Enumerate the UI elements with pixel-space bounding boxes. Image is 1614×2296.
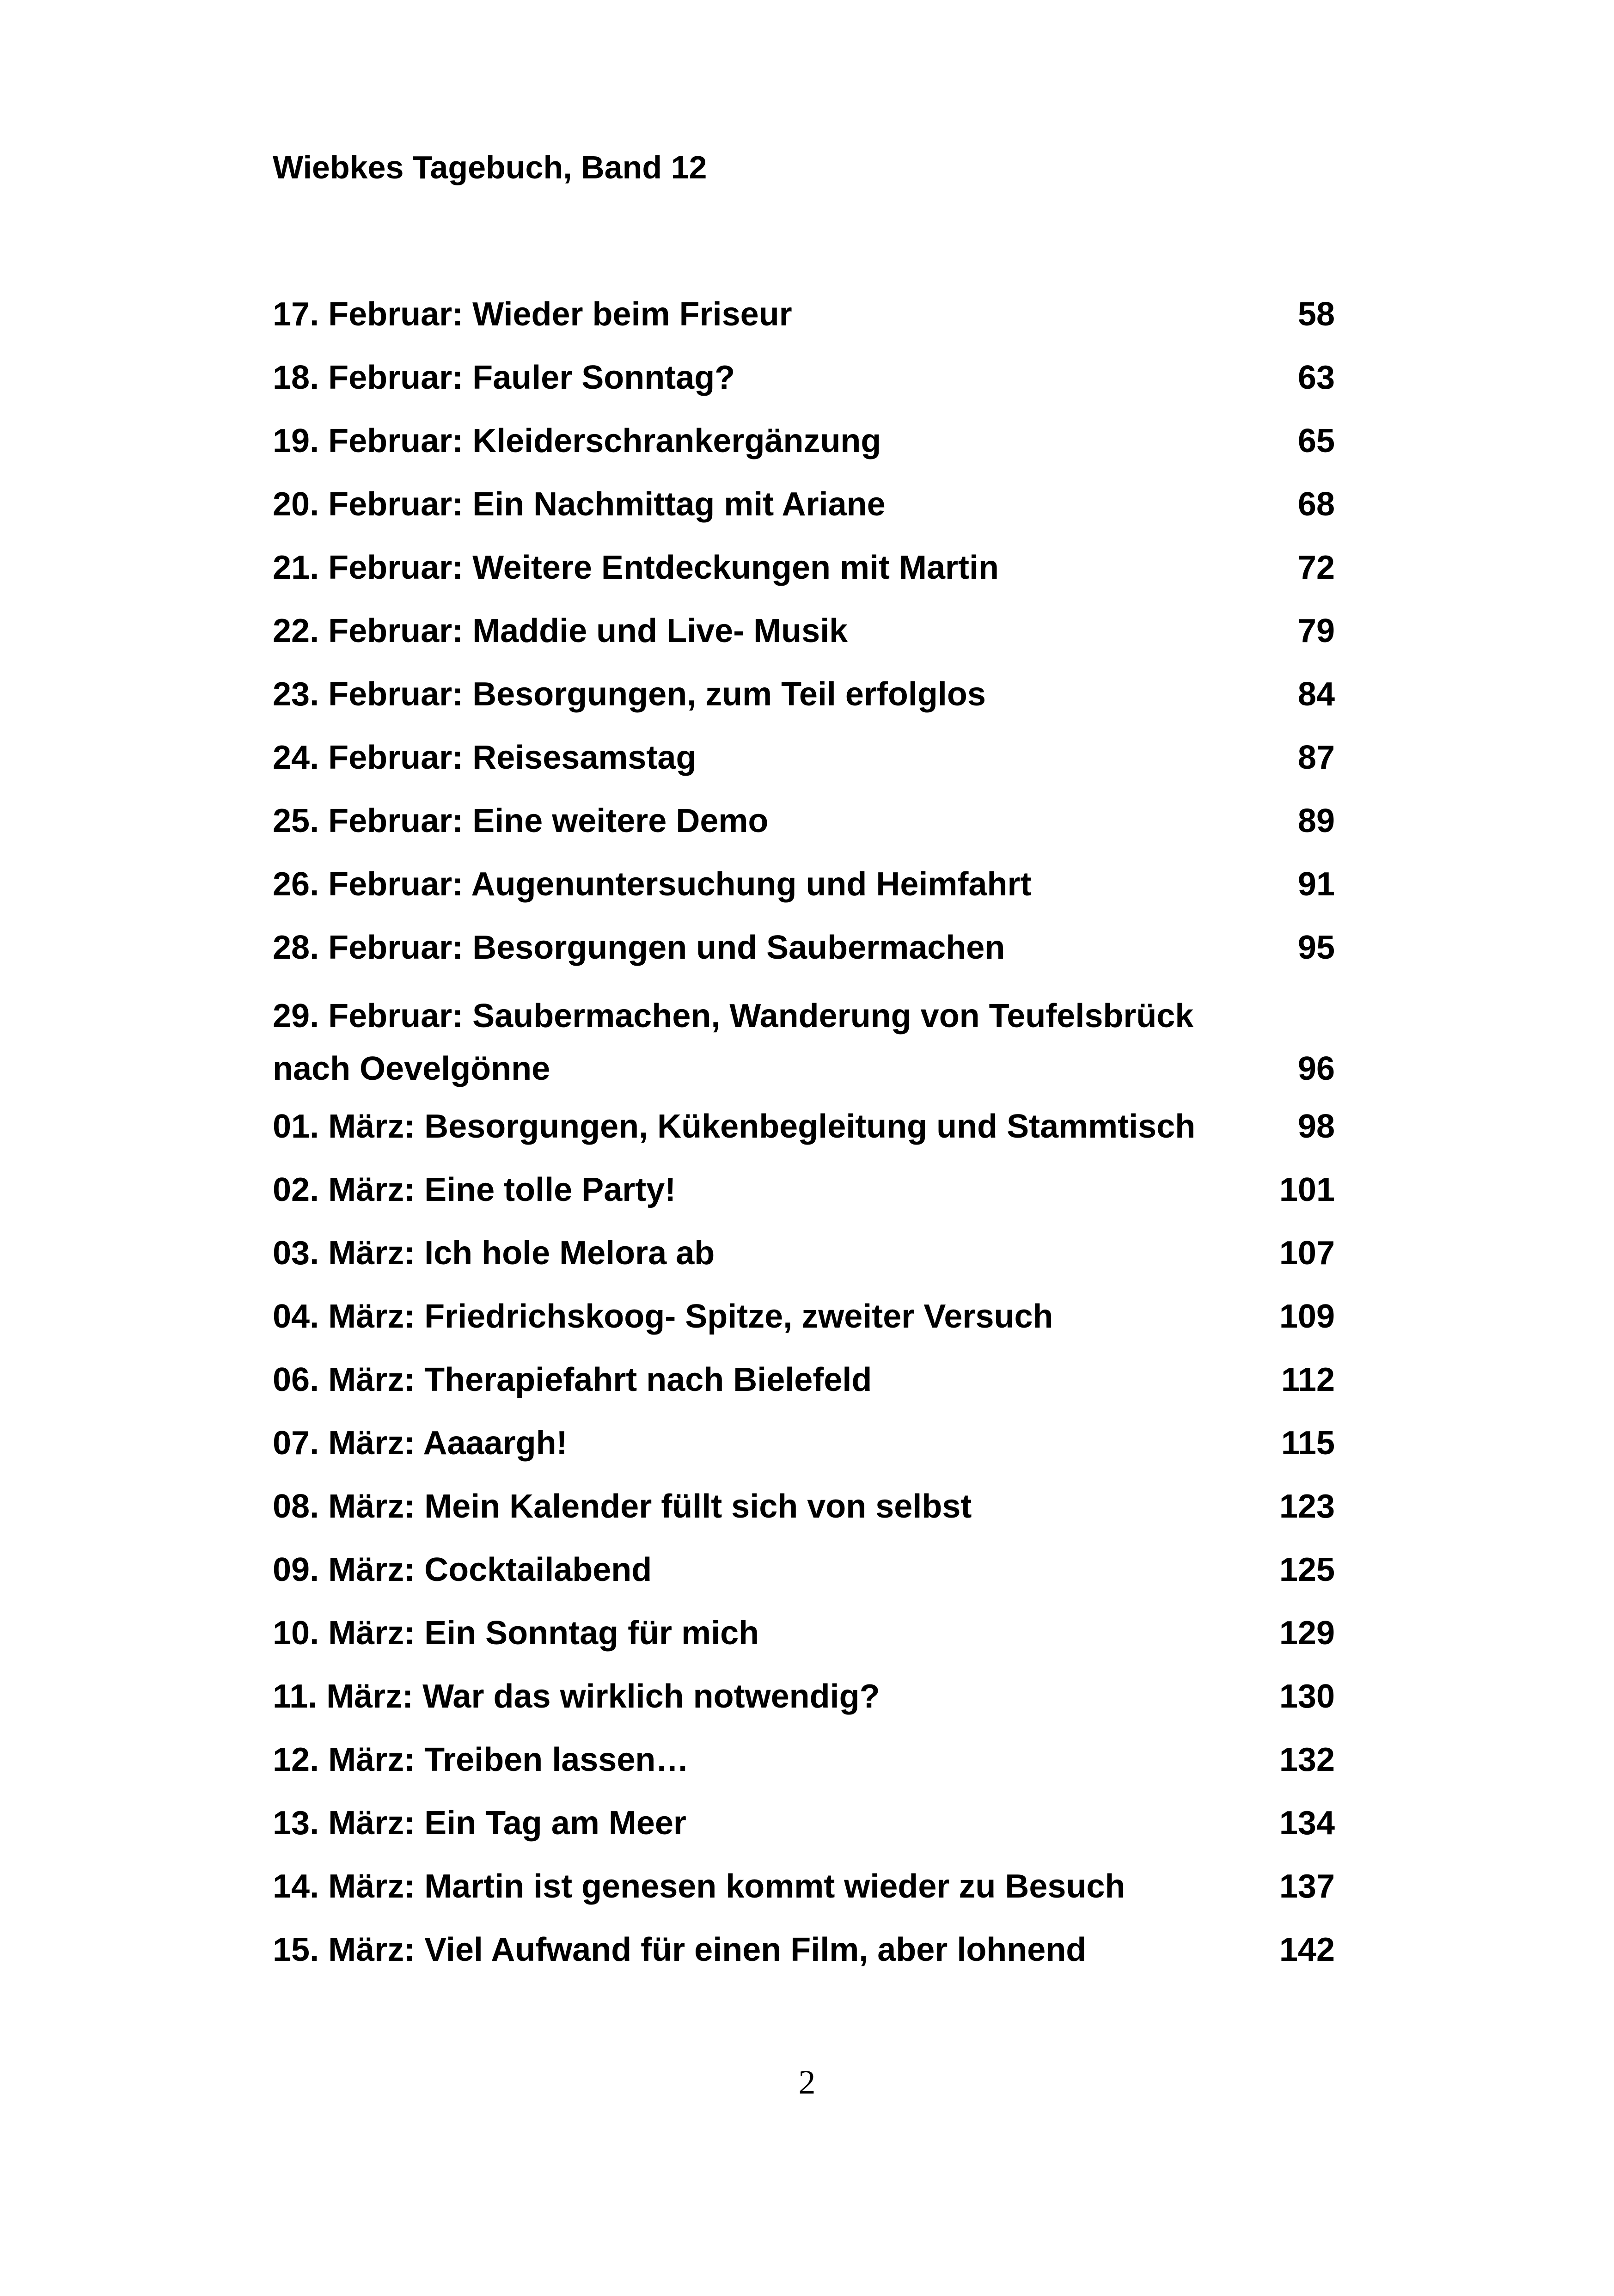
- toc-entry: [273, 1538, 1335, 1602]
- toc-entry-page: 101: [1279, 1171, 1335, 1208]
- toc-entry-title: 26. Februar: Augenuntersuchung und Heimfahrt: [273, 866, 1032, 903]
- toc-entry: [273, 536, 1335, 600]
- toc-entry-page: 123: [1279, 1488, 1335, 1525]
- toc-entry-page: 96: [1297, 1050, 1335, 1087]
- toc-entry: [273, 410, 1335, 473]
- toc-entry-title: 23. Februar: Besorgungen, zum Teil erfolglos: [273, 676, 986, 713]
- toc-entry: [273, 980, 1335, 1095]
- toc-entry: [273, 663, 1335, 726]
- toc-entry: [273, 726, 1335, 790]
- page-title: Wiebkes Tagebuch, Band 12: [273, 149, 707, 185]
- toc-entry-title: 18. Februar: Fauler Sonntag?: [273, 359, 735, 396]
- toc-entry: [273, 1158, 1335, 1222]
- toc-entry-title: 28. Februar: Besorgungen und Saubermachen: [273, 929, 1005, 966]
- toc-entry-title: 10. März: Ein Sonntag für mich: [273, 1615, 759, 1652]
- toc-entry-page: 79: [1297, 612, 1335, 649]
- toc-entry-page: 65: [1297, 422, 1335, 459]
- toc-entry-title: 24. Februar: Reisesamstag: [273, 739, 697, 776]
- toc-entry-title: 11. März: War das wirklich notwendig?: [273, 1678, 880, 1715]
- toc-entry-page: 89: [1297, 802, 1335, 839]
- toc-entry-page: 91: [1297, 866, 1335, 903]
- toc-entry: [273, 1222, 1335, 1285]
- toc-entry-page: 129: [1279, 1615, 1335, 1652]
- toc-entry-page: 142: [1279, 1931, 1335, 1968]
- toc-entry: [273, 1348, 1335, 1412]
- toc-entry-page: 63: [1297, 359, 1335, 396]
- toc-entry-page: 115: [1281, 1425, 1335, 1462]
- toc-entry-title: 04. März: Friedrichskoog- Spitze, zweiter Versuch: [273, 1298, 1053, 1335]
- toc-entry: [273, 346, 1335, 410]
- toc-entry: [273, 1285, 1335, 1348]
- toc-entry: [273, 790, 1335, 853]
- toc-entry-page: 95: [1297, 929, 1335, 966]
- toc-entry-title: 17. Februar: Wieder beim Friseur: [273, 296, 792, 333]
- toc-entry-page: 72: [1297, 549, 1335, 586]
- toc-entry-page: 125: [1279, 1551, 1335, 1588]
- toc-entry-title: 22. Februar: Maddie und Live- Musik: [273, 612, 848, 649]
- toc-entry-title: 02. März: Eine tolle Party!: [273, 1171, 676, 1208]
- toc-entry-title: 14. März: Martin ist genesen kommt wieder zu Besuch: [273, 1868, 1125, 1905]
- toc-entry-title: 08. März: Mein Kalender füllt sich von selbst: [273, 1488, 972, 1525]
- toc-entry-title: 12. März: Treiben lassen…: [273, 1741, 689, 1778]
- toc-entry: [273, 853, 1335, 916]
- toc-entry-page: 130: [1279, 1678, 1335, 1715]
- toc-entry-page: 87: [1297, 739, 1335, 776]
- toc-entry-page: 107: [1279, 1235, 1335, 1272]
- toc-entry: [273, 1602, 1335, 1665]
- toc-entry-page: 98: [1297, 1108, 1335, 1145]
- toc-entry-title: 13. März: Ein Tag am Meer: [273, 1805, 686, 1842]
- toc-entry-title: 09. März: Cocktailabend: [273, 1551, 652, 1588]
- toc-entry: [273, 1855, 1335, 1918]
- toc-entry: [273, 1665, 1335, 1728]
- toc-entry: [273, 600, 1335, 663]
- toc-entry: [273, 1475, 1335, 1538]
- toc-entry-page: 112: [1281, 1361, 1335, 1398]
- toc-entry-page: 137: [1279, 1868, 1335, 1905]
- toc-entry-title: 29. Februar: Saubermachen, Wanderung von Teufelsbrück nach Oevelgönne: [273, 998, 1194, 1087]
- toc-entry-page: 58: [1297, 296, 1335, 333]
- toc-entry-title: 06. März: Therapiefahrt nach Bielefeld: [273, 1361, 872, 1398]
- toc-entry-title: 20. Februar: Ein Nachmittag mit Ariane: [273, 486, 886, 523]
- toc-entry-page: 134: [1279, 1805, 1335, 1842]
- toc-entry: [273, 473, 1335, 536]
- toc-entry: [273, 1918, 1335, 1982]
- toc-entry-page: 109: [1279, 1298, 1335, 1335]
- toc-entry-title: 03. März: Ich hole Melora ab: [273, 1235, 715, 1272]
- toc-entry: [273, 1412, 1335, 1475]
- toc-entry-page: 84: [1297, 676, 1335, 713]
- toc-entry: [273, 916, 1335, 980]
- toc-entry: [273, 1095, 1335, 1158]
- toc-entry-title: 15. März: Viel Aufwand für einen Film, aber lohnend: [273, 1931, 1087, 1968]
- toc-entry: [273, 283, 1335, 346]
- toc-entry-page: 132: [1279, 1741, 1335, 1778]
- toc-entry-title: 19. Februar: Kleiderschrankergänzung: [273, 422, 881, 459]
- toc-entry-title: 25. Februar: Eine weitere Demo: [273, 802, 769, 839]
- toc-entry: [273, 1728, 1335, 1792]
- toc-entry-page: 68: [1297, 486, 1335, 523]
- table-of-contents: [273, 283, 1335, 1982]
- toc-entry-title: 21. Februar: Weitere Entdeckungen mit Martin: [273, 549, 999, 586]
- toc-entry-title: 07. März: Aaaargh!: [273, 1425, 568, 1462]
- toc-entry-title: 01. März: Besorgungen, Kükenbegleitung und Stammtisch: [273, 1108, 1196, 1145]
- toc-entry: [273, 1792, 1335, 1855]
- page-number: 2: [798, 2063, 816, 2101]
